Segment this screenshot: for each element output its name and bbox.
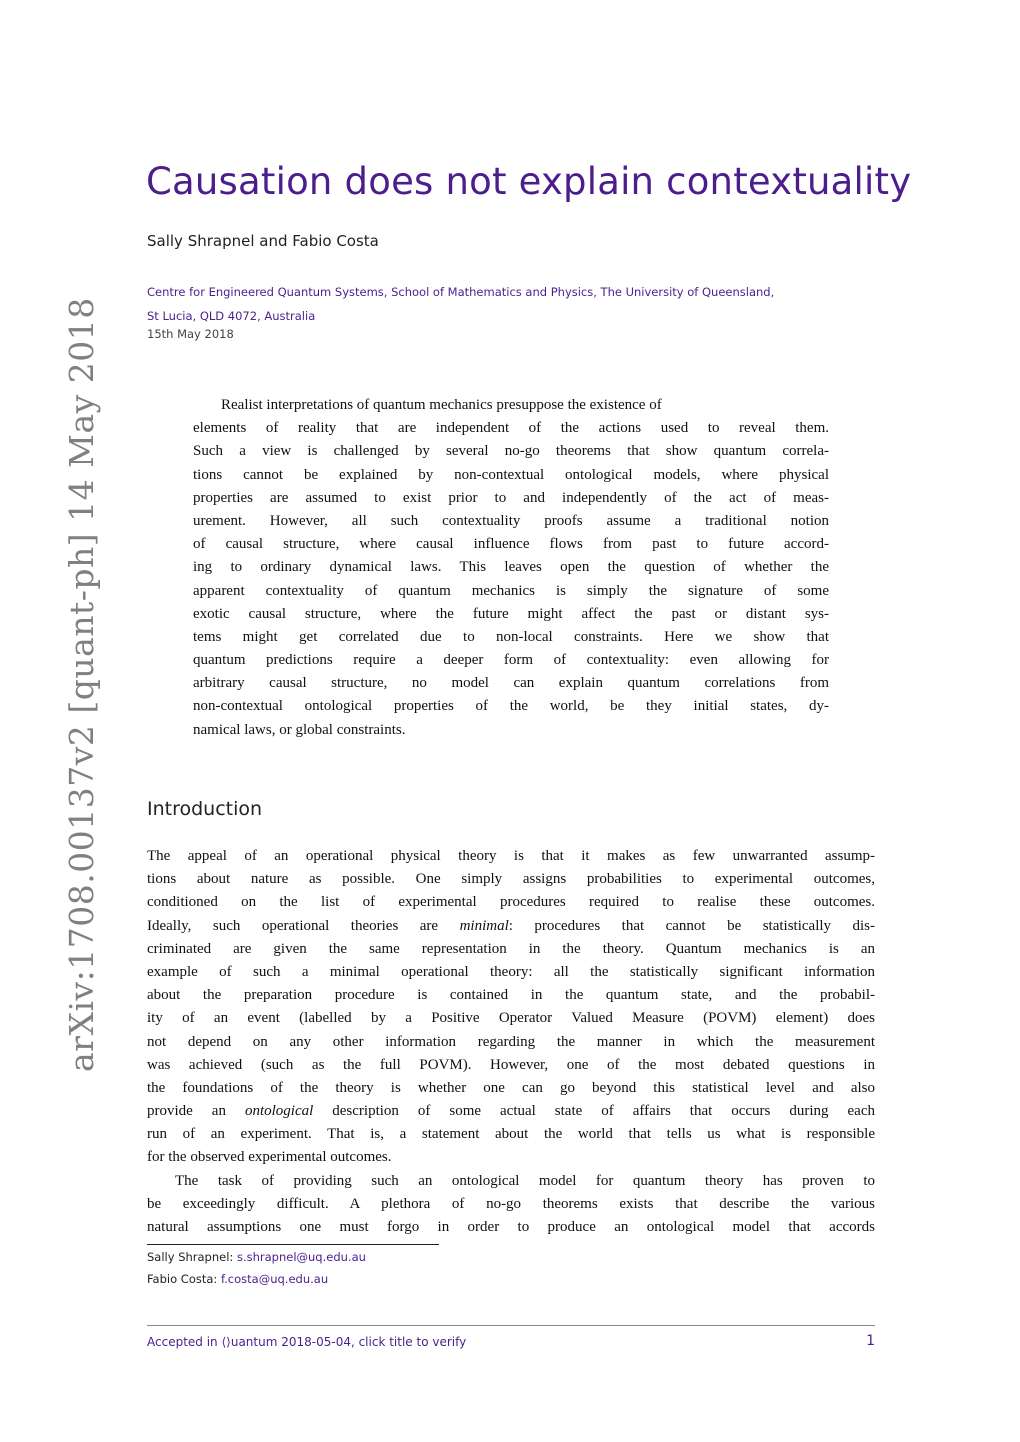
abstract-line: properties are assumed to exist prior to and independently of the act of meas-: [193, 489, 829, 506]
footer-divider: [147, 1325, 875, 1326]
affiliation-line-1: Centre for Engineered Quantum Systems, School of Mathematics and Physics, The University of Queensland,: [147, 285, 775, 299]
abstract-line: Such a view is challenged by several no-go theorems that show quantum correla-: [193, 443, 829, 460]
abstract-line: apparent contextuality of quantum mechanics is simply the signature of some: [193, 582, 829, 599]
footer-suffix: 2018-05-04, click title to verify: [277, 1335, 467, 1349]
footnote-author-1: [147, 1250, 366, 1264]
email-link[interactable]: f.costa@uq.edu.au: [220, 1272, 329, 1286]
authors: Sally Shrapnel and Fabio Costa: [147, 232, 379, 250]
footnote-author-2: [147, 1272, 328, 1286]
arxiv-stamp: arXiv:1708.00137v2 [quant-ph] 14 May 2018: [62, 297, 101, 1072]
body-line: was achieved (such as the full POVM). However, one of the most debated questions in: [147, 1056, 875, 1073]
body-line: tions about nature as possible. One simply assigns probabilities to experimental outcomes,: [147, 871, 875, 888]
body-line: natural assumptions one must forgo in order to produce an ontological model that accords: [147, 1219, 875, 1235]
abstract-line: quantum predictions require a deeper form of contextuality: even allowing for: [193, 652, 829, 669]
body-line: the foundations of the theory is whether one can go beyond this statistical level and also: [147, 1079, 875, 1096]
email-link[interactable]: s.shrapnel@uq.edu.au: [236, 1250, 366, 1264]
abstract-line: urement. However, all such contextuality proofs assume a traditional notion: [193, 512, 829, 529]
body-text-fragment: Ideally, such operational theories are: [147, 917, 460, 934]
affiliation-line-2: St Lucia, QLD 4072, Australia: [147, 309, 316, 323]
section-title-introduction: Introduction: [147, 798, 263, 820]
body-line: for the observed experimental outcomes.: [147, 1149, 392, 1166]
date: 15th May 2018: [147, 327, 234, 341]
abstract-line: ing to ordinary dynamical laws. This leaves open the question of whether the: [193, 559, 829, 576]
abstract-line: of causal structure, where causal influence flows from past to future accord-: [193, 536, 829, 553]
footnote-divider: [147, 1244, 439, 1245]
body-line: criminated are given the same representation in the theory. Quantum mechanics is an: [147, 940, 875, 957]
body-line: [147, 915, 875, 938]
abstract-line: exotic causal structure, where the future might affect the past or distant sys-: [193, 605, 829, 622]
body-text: [147, 845, 875, 1239]
emphasis-minimal: minimal: [459, 917, 509, 934]
abstract-line: Realist interpretations of quantum mechanics presuppose the existence of: [221, 397, 662, 413]
abstract-line: namical laws, or global constraints.: [193, 721, 406, 738]
body-line: example of such a minimal operational theory: all the statistically significant information: [147, 963, 875, 980]
body-line: [147, 1100, 875, 1123]
affiliation-cont: [147, 304, 877, 328]
body-line: be exceedingly difficult. A plethora of no-go theorems exists that describe the various: [147, 1195, 875, 1212]
body-line: The task of providing such an ontological model for quantum theory has proven to: [175, 1172, 875, 1189]
abstract-line: tems might get correlated due to non-local constraints. Here we show that: [193, 628, 829, 645]
body-line: run of an experiment. That is, a statement about the world that tells us what is responsible: [147, 1126, 875, 1143]
body-text-fragment: description of some actual state of affairs that occurs during each: [313, 1103, 875, 1120]
footer-prefix: Accepted in: [147, 1335, 222, 1349]
footer-accepted[interactable]: [147, 1335, 466, 1349]
body-line: not depend on any other information regarding the manner in which the measurement: [147, 1033, 875, 1050]
abstract: [193, 394, 829, 742]
body-line: The appeal of an operational physical theory is that it makes as few unwarranted assump-: [147, 848, 875, 864]
abstract-line: non-contextual ontological properties of the world, be they initial states, dy-: [193, 698, 829, 715]
body-text-fragment: provide an: [147, 1103, 245, 1120]
paper-title[interactable]: Causation does not explain contextuality: [146, 160, 912, 203]
quantum-logo: ⟨⟩uantum: [221, 1335, 278, 1349]
abstract-line: elements of reality that are independent of the actions used to reveal them.: [193, 420, 829, 437]
abstract-line: tions cannot be explained by non-contextual ontological models, where physical: [193, 466, 829, 483]
footnote-name: Sally Shrapnel:: [147, 1250, 237, 1264]
page-number: 1: [866, 1333, 875, 1349]
body-text-fragment: : procedures that cannot be statistically dis-: [508, 917, 876, 934]
emphasis-ontological: ontological: [244, 1103, 314, 1120]
footnote-name: Fabio Costa:: [147, 1272, 221, 1286]
body-line: conditioned on the list of experimental procedures required to realise these outcomes.: [147, 894, 875, 911]
body-line: about the preparation procedure is contained in the quantum state, and the probabil-: [147, 987, 875, 1004]
body-line: ity of an event (labelled by a Positive Operator Valued Measure (POVM) element) does: [147, 1010, 875, 1027]
abstract-line: arbitrary causal structure, no model can explain quantum correlations from: [193, 675, 829, 692]
affiliation: [147, 280, 877, 304]
